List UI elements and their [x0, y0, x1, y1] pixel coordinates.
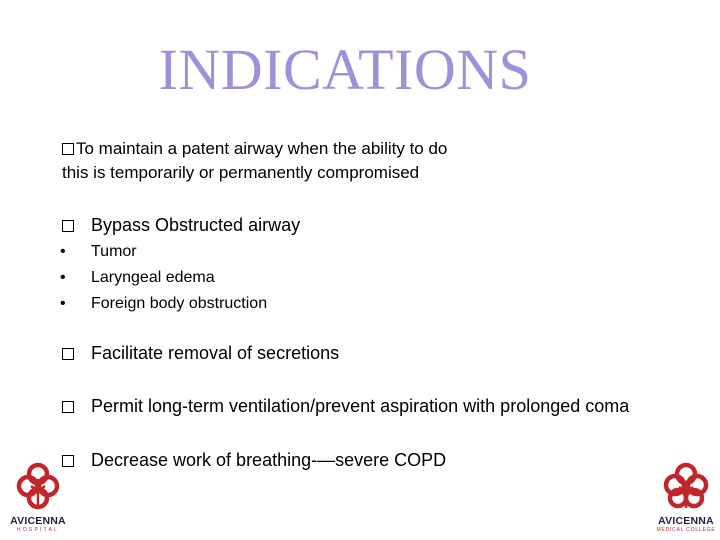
section-label: Decrease work of breathing-—severe COPD	[91, 450, 447, 470]
avicenna-college-logo	[652, 461, 720, 534]
list-item-label: Laryngeal edema	[91, 269, 215, 286]
section-label: Bypass Obstructed airway	[91, 215, 301, 235]
bullet-icon: •	[60, 243, 66, 260]
logo-subtitle: HOSPITAL	[17, 527, 59, 533]
section-bypass	[62, 214, 300, 236]
section-ventilation	[62, 395, 629, 417]
logo-subtitle: MEDICAL COLLEGE	[656, 527, 716, 533]
checkbox-bullet-icon	[62, 348, 74, 360]
section-secretions	[62, 342, 339, 364]
bullet-icon: •	[60, 295, 66, 312]
logo-name: AVICENNA	[10, 515, 66, 527]
flower-emblem-icon	[663, 461, 709, 511]
intro-line-1: To maintain a patent airway when the ability to do	[76, 139, 448, 158]
list-item-label: Foreign body obstruction	[91, 295, 268, 312]
avicenna-hospital-logo	[6, 461, 70, 534]
intro-paragraph	[62, 137, 662, 185]
list-item	[60, 242, 137, 262]
section-label: Permit long-term ventilation/prevent aspiration with prolonged coma	[91, 396, 630, 416]
checkbox-bullet-icon	[62, 220, 74, 232]
page-title: INDICATIONS	[158, 37, 532, 102]
bullet-icon: •	[60, 269, 66, 286]
flower-emblem-icon	[16, 461, 60, 511]
checkbox-bullet-icon	[62, 143, 74, 155]
checkbox-bullet-icon	[62, 401, 74, 413]
logo-name: AVICENNA	[658, 515, 714, 527]
list-item-label: Tumor	[91, 243, 137, 260]
section-breathing	[62, 449, 446, 471]
list-item	[60, 268, 215, 288]
section-label: Facilitate removal of secretions	[91, 343, 340, 363]
intro-line-2: this is temporarily or permanently compromised	[62, 163, 420, 182]
list-item	[60, 294, 267, 314]
